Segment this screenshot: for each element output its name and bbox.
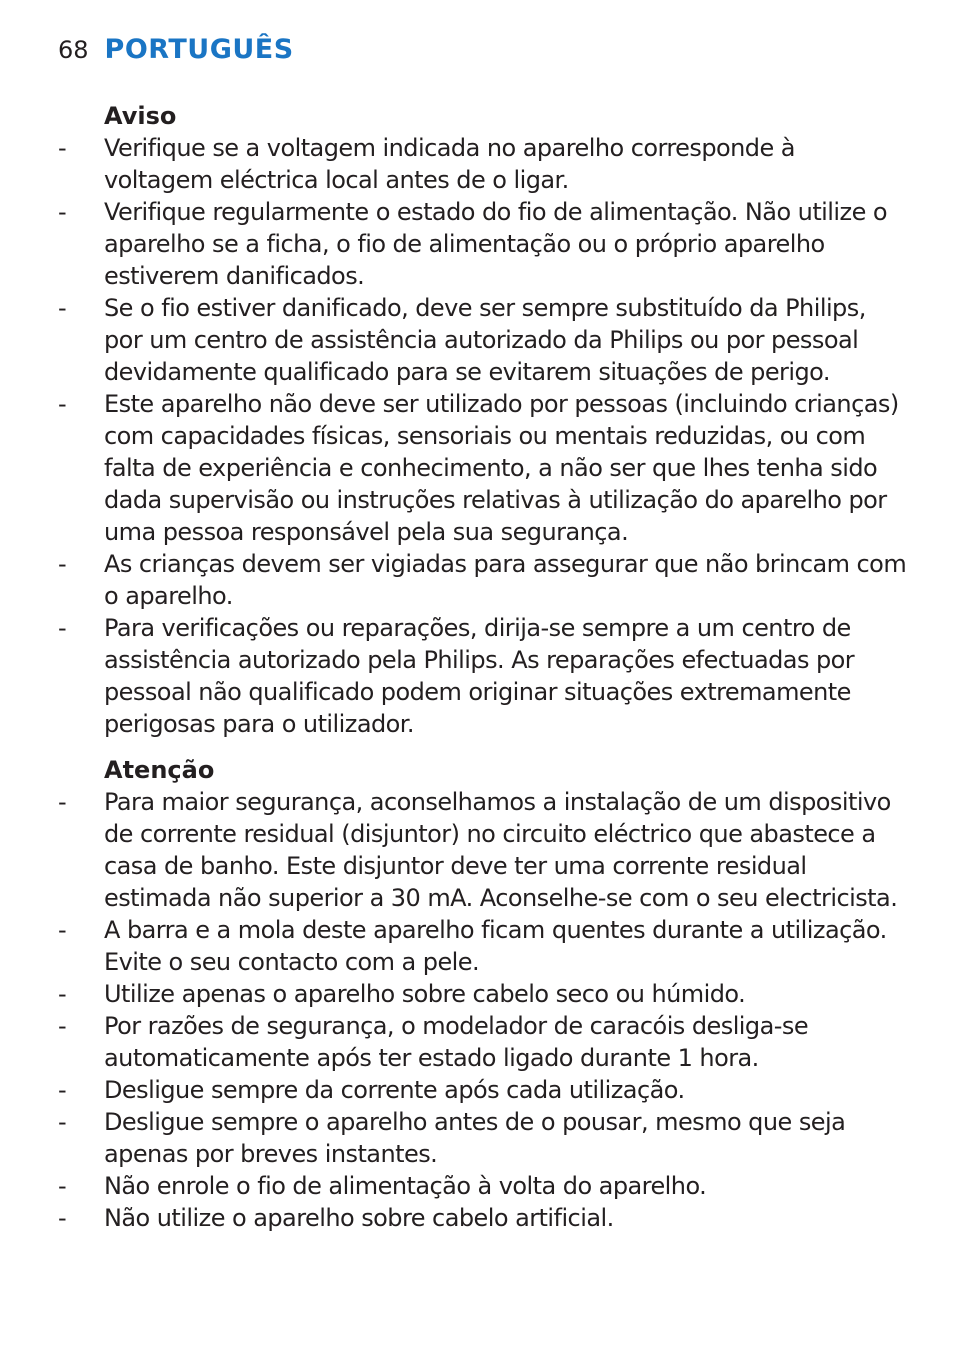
document-body: [58, 100, 908, 1248]
page-header: [58, 34, 294, 74]
list-item-text: Não utilize o aparelho sobre cabelo artificial.: [104, 1204, 614, 1232]
list-item-text: Utilize apenas o aparelho sobre cabelo seco ou húmido.: [104, 980, 746, 1008]
bullet-dash: -: [58, 134, 67, 162]
list-item-text: Desligue sempre o aparelho antes de o pousar, mesmo que seja apenas por breves instantes.: [104, 1108, 846, 1168]
list-item-text: Por razões de segurança, o modelador de caracóis desliga-se automaticamente após ter estado ligado durante 1 hora.: [104, 1012, 809, 1072]
bullet-dash: -: [58, 1204, 67, 1232]
list-item: [58, 786, 908, 914]
bullet-dash: -: [58, 294, 67, 322]
page-number: 68: [58, 36, 89, 64]
bullet-list: [58, 786, 908, 1234]
bullet-dash: -: [58, 1172, 67, 1200]
list-item-text: Verifique regularmente o estado do fio de alimentação. Não utilize o aparelho se a ficha, o fio de alimentação ou o próprio aparelho estiverem danificados.: [104, 198, 888, 290]
bullet-dash: -: [58, 390, 67, 418]
list-item-text: Desligue sempre da corrente após cada utilização.: [104, 1076, 685, 1104]
list-item-text: Para verificações ou reparações, dirija-se sempre a um centro de assistência autorizado pela Philips. As reparações efectuadas por pessoal não qualificado podem originar situações extremamente perigosas para o utilizador.: [104, 614, 855, 738]
bullet-dash: -: [58, 916, 67, 944]
list-item-text: Verifique se a voltagem indicada no aparelho corresponde à voltagem eléctrica local antes de o ligar.: [104, 134, 795, 194]
list-item-text: Este aparelho não deve ser utilizado por pessoas (incluindo crianças) com capacidades físicas, sensoriais ou mentais reduzidas, ou com falta de experiência e conhecimento, a não ser que lhes tenha sido dada supervisão ou instruções relativas à utilização do aparelho por uma pessoa responsável pela sua segurança.: [104, 390, 899, 546]
list-item: [58, 292, 908, 388]
list-item: [58, 196, 908, 292]
bullet-dash: -: [58, 614, 67, 642]
bullet-list: [58, 132, 908, 740]
bullet-dash: -: [58, 1108, 67, 1136]
bullet-dash: -: [58, 1076, 67, 1104]
list-item-text: Se o fio estiver danificado, deve ser sempre substituído da Philips, por um centro de assistência autorizado da Philips ou por pessoal devidamente qualificado para se evitarem situações de perigo.: [104, 294, 866, 386]
bullet-dash: -: [58, 198, 67, 226]
list-item: [58, 1170, 908, 1202]
section-heading: Aviso: [104, 102, 177, 130]
list-item-text: Para maior segurança, aconselhamos a instalação de um dispositivo de corrente residual (disjuntor) no circuito eléctrico que abastece a casa de banho. Este disjuntor deve ter uma corrente residual estimada não superior a 30 mA. Aconselhe-se com o seu electricista.: [104, 788, 898, 912]
section-heading: Atenção: [104, 756, 215, 784]
bullet-dash: -: [58, 1012, 67, 1040]
list-item: [58, 1010, 908, 1074]
section-caution: [58, 754, 908, 1234]
list-item-text: A barra e a mola deste aparelho ficam quentes durante a utilização. Evite o seu contacto com a pele.: [104, 916, 887, 976]
list-item: [58, 388, 908, 548]
list-item: [58, 1106, 908, 1170]
list-item: [58, 978, 908, 1010]
list-item-text: As crianças devem ser vigiadas para assegurar que não brincam com o aparelho.: [104, 550, 907, 610]
list-item: [58, 548, 908, 612]
list-item: [58, 1074, 908, 1106]
list-item: [58, 132, 908, 196]
list-item: [58, 612, 908, 740]
list-item-text: Não enrole o fio de alimentação à volta do aparelho.: [104, 1172, 707, 1200]
bullet-dash: -: [58, 788, 67, 816]
section-warning: [58, 100, 908, 740]
language-title: PORTUGUÊS: [104, 34, 294, 65]
bullet-dash: -: [58, 980, 67, 1008]
list-item: [58, 1202, 908, 1234]
list-item: [58, 914, 908, 978]
bullet-dash: -: [58, 550, 67, 578]
